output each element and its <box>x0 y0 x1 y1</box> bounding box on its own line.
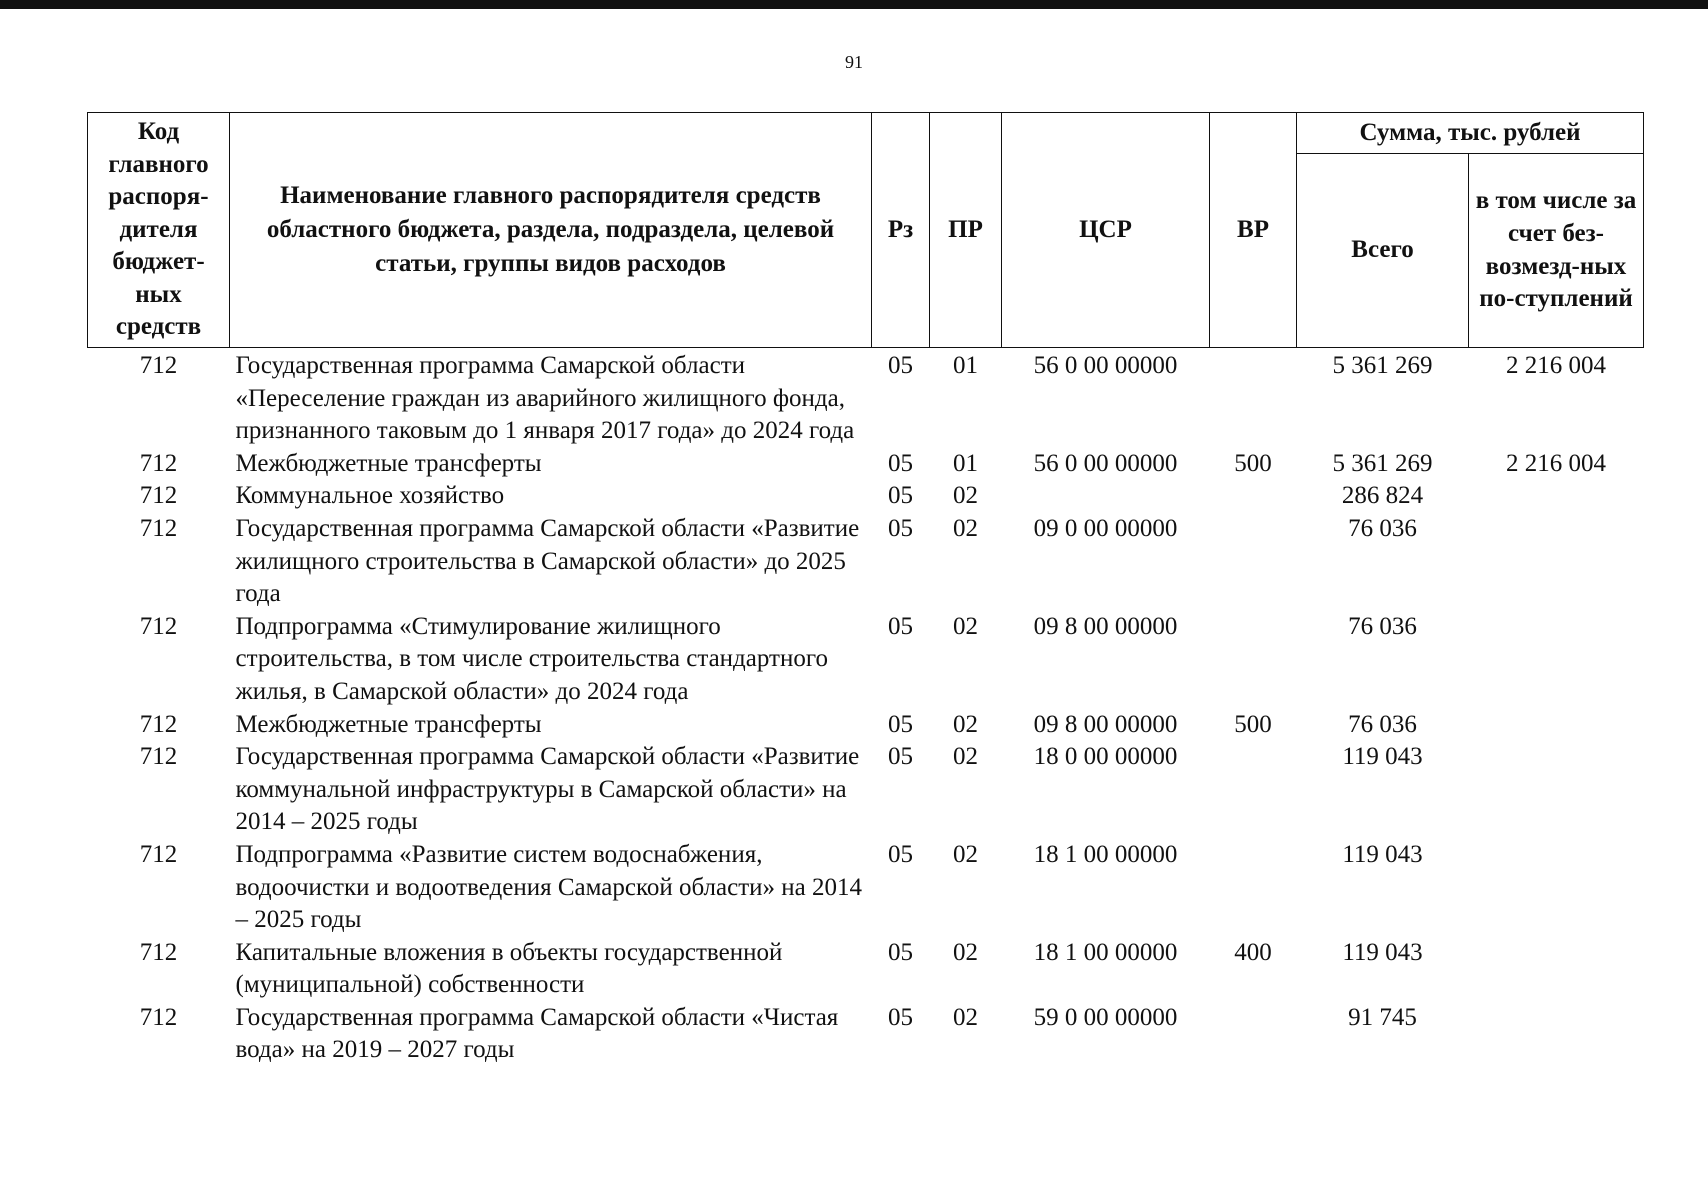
header-csr: ЦСР <box>1002 113 1210 348</box>
budget-table <box>87 112 1644 1067</box>
cell-code: 712 <box>139 482 178 510</box>
table-row <box>88 709 1644 742</box>
cell-incl: 2 216 004 <box>1506 449 1606 477</box>
cell-csr <box>1002 480 1210 513</box>
cell-code: 712 <box>139 743 178 771</box>
table-row <box>88 348 1644 448</box>
table-row <box>88 611 1644 709</box>
cell-pr: 01 <box>953 449 978 477</box>
cell-incl <box>1469 611 1644 709</box>
cell-rz: 05 <box>888 482 913 510</box>
cell-total: 119 043 <box>1342 743 1423 771</box>
table-row <box>88 937 1644 1002</box>
page-number: 91 <box>845 52 863 72</box>
cell-name: Государственная программа Самарской области «Развитие коммунальной инфраструктуры в Самарской области» на 2014 – 2025 годы <box>235 743 860 836</box>
header-name: Наименование главного распорядителя средств областного бюджета, раздела, подраздела, целевой статьи, группы видов расходов <box>230 113 872 348</box>
cell-csr: 09 8 00 00000 <box>1033 612 1178 640</box>
cell-csr: 18 1 00 00000 <box>1033 938 1178 966</box>
header-code: Код главного распоря-дителя бюджет-ных средств <box>88 113 230 348</box>
cell-rz: 05 <box>888 1003 913 1031</box>
cell-incl <box>1469 937 1644 1002</box>
cell-vr <box>1210 839 1297 937</box>
cell-pr: 02 <box>953 743 978 771</box>
cell-name: Подпрограмма «Стимулирование жилищного строительства, в том числе строительства стандартного жилья, в Самарской области» до 2024 года <box>235 612 828 705</box>
cell-name: Государственная программа Самарской области «Переселение граждан из аварийного жилищного фонда, признанного таковым до 1 января 2017 года» до 2024 года <box>235 352 855 445</box>
cell-name: Государственная программа Самарской области «Чистая вода» на 2019 – 2027 годы <box>235 1003 839 1064</box>
cell-csr: 59 0 00 00000 <box>1033 1003 1178 1031</box>
cell-csr: 18 0 00 00000 <box>1033 743 1178 771</box>
cell-total: 5 361 269 <box>1332 352 1433 379</box>
cell-total: 91 745 <box>1348 1003 1417 1031</box>
header-pr: ПР <box>930 113 1002 348</box>
table-row <box>88 448 1644 481</box>
table-row <box>88 1002 1644 1067</box>
cell-total: 76 036 <box>1348 612 1417 640</box>
page-top-border <box>0 0 1708 9</box>
cell-name: Межбюджетные трансферты <box>235 710 542 738</box>
cell-name: Коммунальное хозяйство <box>235 482 505 510</box>
cell-incl <box>1469 839 1644 937</box>
cell-incl <box>1469 1002 1644 1067</box>
table-row <box>88 513 1644 611</box>
cell-csr: 09 8 00 00000 <box>1033 710 1178 738</box>
table-row <box>88 480 1644 513</box>
cell-code: 712 <box>139 449 178 477</box>
cell-rz: 05 <box>888 938 913 966</box>
cell-vr <box>1210 480 1297 513</box>
cell-code: 712 <box>139 1003 178 1031</box>
cell-total: 119 043 <box>1342 840 1423 868</box>
cell-pr: 02 <box>953 1003 978 1031</box>
cell-pr: 02 <box>953 840 978 868</box>
cell-rz: 05 <box>888 743 913 771</box>
table-row <box>88 741 1644 839</box>
cell-vr: 500 <box>1234 449 1272 477</box>
cell-name: Капитальные вложения в объекты государственной (муниципальной) собственности <box>235 938 783 999</box>
cell-code: 712 <box>139 612 178 640</box>
cell-vr <box>1210 513 1297 611</box>
cell-name: Подпрограмма «Развитие систем водоснабжения, водоочистки и водоотведения Самарской области» на 2014 – 2025 годы <box>235 840 863 934</box>
cell-incl: 2 216 004 <box>1506 352 1606 379</box>
cell-vr <box>1210 741 1297 839</box>
table-row <box>88 839 1644 937</box>
cell-rz: 05 <box>888 612 913 640</box>
cell-incl <box>1469 741 1644 839</box>
cell-csr: 56 0 00 00000 <box>1033 449 1178 477</box>
header-total: Всего <box>1297 154 1469 348</box>
cell-rz: 05 <box>888 710 913 738</box>
cell-vr: 500 <box>1234 710 1272 738</box>
cell-incl <box>1469 513 1644 611</box>
cell-total: 76 036 <box>1348 514 1417 542</box>
cell-incl <box>1469 709 1644 742</box>
cell-total: 5 361 269 <box>1332 449 1433 477</box>
cell-csr: 56 0 00 00000 <box>1033 352 1178 379</box>
cell-pr: 02 <box>953 482 978 510</box>
cell-total: 76 036 <box>1348 710 1417 738</box>
cell-code: 712 <box>139 514 178 542</box>
cell-rz: 05 <box>888 352 913 379</box>
cell-code: 712 <box>139 938 178 966</box>
header-row-1 <box>88 113 1644 154</box>
cell-name: Государственная программа Самарской области «Развитие жилищного строительства в Самарской области» до 2025 года <box>235 514 860 608</box>
cell-pr: 02 <box>953 710 978 738</box>
cell-total: 119 043 <box>1342 938 1423 966</box>
header-rz: Рз <box>872 113 930 348</box>
cell-pr: 02 <box>953 612 978 640</box>
cell-csr: 09 0 00 00000 <box>1033 514 1178 542</box>
cell-code: 712 <box>139 840 178 868</box>
cell-pr: 02 <box>953 514 978 542</box>
cell-vr <box>1210 611 1297 709</box>
cell-total: 286 824 <box>1341 482 1424 510</box>
cell-rz: 05 <box>888 449 913 477</box>
cell-pr: 01 <box>953 352 978 379</box>
cell-code: 712 <box>139 710 178 738</box>
cell-csr: 18 1 00 00000 <box>1033 840 1178 868</box>
cell-rz: 05 <box>888 514 913 542</box>
cell-code: 712 <box>139 352 178 379</box>
cell-incl <box>1469 480 1644 513</box>
header-incl: в том числе за счет без-возмезд-ных по-ступлений <box>1469 154 1644 348</box>
cell-vr <box>1210 348 1297 448</box>
cell-name: Межбюджетные трансферты <box>235 449 542 477</box>
cell-vr: 400 <box>1234 938 1272 966</box>
cell-pr: 02 <box>953 938 978 966</box>
cell-rz: 05 <box>888 840 913 868</box>
header-sum: Сумма, тыс. рублей <box>1297 113 1644 154</box>
cell-vr <box>1210 1002 1297 1067</box>
header-vr: ВР <box>1210 113 1297 348</box>
